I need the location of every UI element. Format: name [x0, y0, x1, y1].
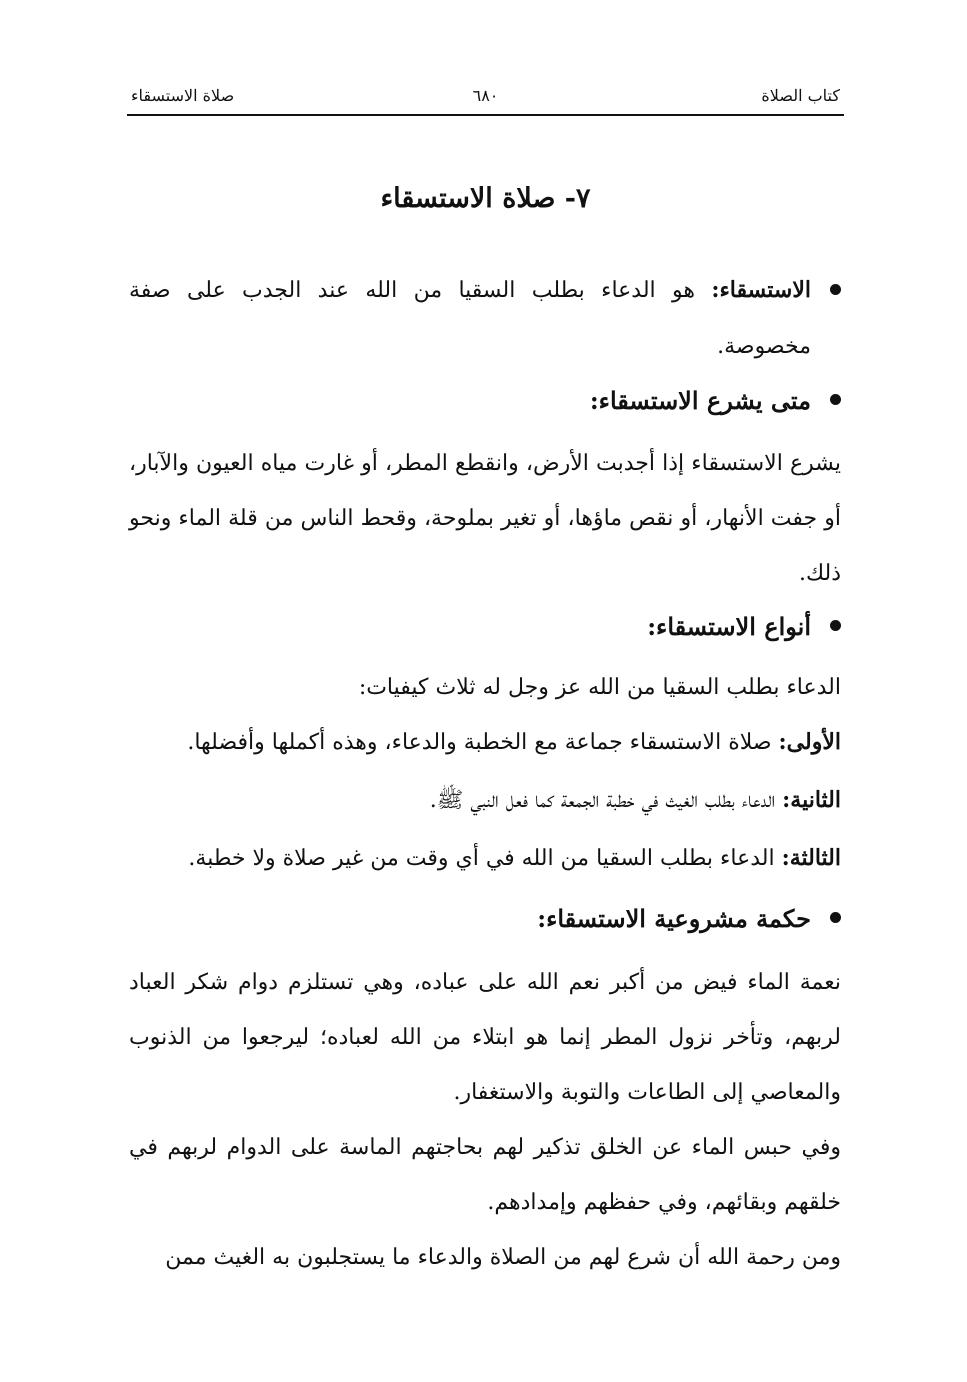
bullet-icon — [830, 284, 841, 295]
type-label: الأولى: — [778, 729, 841, 755]
type-item-3 — [129, 831, 841, 886]
definition-text: هو الدعاء بطلب السقيا من الله عند الجدب على صفة مخصوصة. — [129, 278, 811, 359]
wisdom-heading-bullet — [129, 890, 841, 948]
type-text: الدعاء بطلب السقيا من الله في أي وقت من غير صلاة ولا خطبة. — [188, 846, 775, 871]
header-book-title: كتاب الصلاة — [761, 86, 840, 105]
types-intro: الدعاء بطلب السقيا من الله عز وجل له ثلاث كيفيات: — [358, 675, 841, 700]
chapter-title: ٧- صلاة الاستسقاء — [380, 183, 591, 214]
bullet-icon — [830, 620, 841, 631]
types-heading-bullet — [129, 598, 841, 656]
running-header — [127, 82, 844, 116]
type-text: الدعاء بطلب الغيث في خطبة الجمعة كما فعل النبي ﷺ. — [429, 788, 776, 813]
wisdom-paragraph-1: نعمة الماء فيض من أكبر نعم الله على عباده، وهي تستلزم دوام شكر العباد لربهم، وتأخر نزول المطر إنما هو ابتلاء من الله لعباده؛ ليرجعوا من الذنوب والمعاصي إلى الطاعات والتوبة والاستغفار. — [129, 970, 841, 1105]
type-item-2 — [129, 773, 841, 828]
wisdom-paragraph-3: ومن رحمة الله أن شرع لهم من الصلاة والدعاء ما يستجلبون به الغيث ممن — [165, 1245, 841, 1270]
bullet-icon — [830, 912, 841, 923]
wisdom-paragraph-2: وفي حبس الماء عن الخلق تذكير لهم بحاجتهم الماسة على الدوام لربهم في خلقهم وبقائهم، وفي حفظهم وإمدادهم. — [129, 1135, 841, 1215]
header-chapter-title: صلاة الاستسقاء — [131, 86, 235, 105]
type-label: الثانية: — [782, 787, 841, 813]
page-number: ٦٨٠ — [472, 86, 499, 105]
type-text: صلاة الاستسقاء جماعة مع الخطبة والدعاء، وهذه أكملها وأفضلها. — [187, 730, 772, 755]
wisdom-heading: حكمة مشروعية الاستسقاء: — [537, 904, 811, 933]
type-item-1 — [129, 715, 841, 770]
when-heading-bullet — [129, 372, 841, 430]
when-heading: متى يشرع الاستسقاء: — [589, 386, 811, 415]
type-label: الثالثة: — [781, 845, 841, 871]
when-paragraph: يشرع الاستسقاء إذا أجدبت الأرض، وانقطع المطر، أو غارت مياه العيون والآبار، أو جفت الأنهار، أو نقص ماؤها، أو تغير بملوحة، وقحط الناس من قلة الماء ونحو ذلك. — [129, 451, 841, 586]
definition-bullet — [129, 262, 841, 375]
bullet-icon — [830, 394, 841, 405]
definition-term: الاستسقاء: — [711, 277, 811, 303]
types-heading: أنواع الاستسقاء: — [647, 612, 811, 641]
